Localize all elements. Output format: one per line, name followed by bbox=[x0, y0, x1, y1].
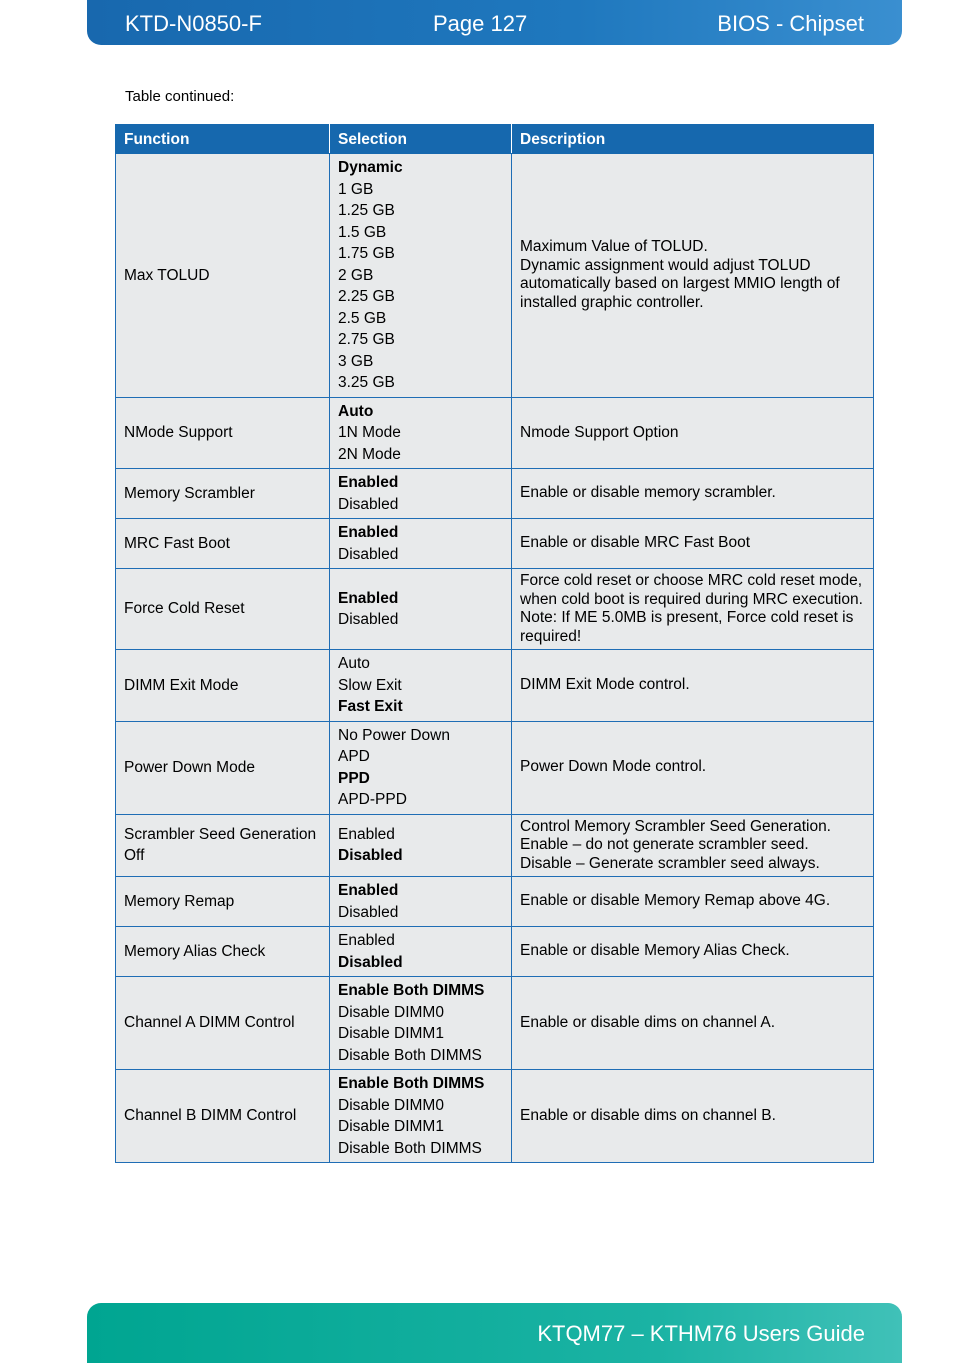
default-option: Disabled bbox=[338, 953, 403, 971]
bios-settings-table bbox=[115, 124, 874, 1163]
function-cell: Memory Alias Check bbox=[116, 927, 330, 977]
function-cell: Power Down Mode bbox=[116, 721, 330, 814]
table-row bbox=[116, 569, 874, 650]
function-cell: Force Cold Reset bbox=[116, 569, 330, 650]
option: 2.5 GB bbox=[338, 309, 387, 327]
description-line: Force cold reset or choose MRC cold reset mode, when cold boot is required during MRC execution. Note: If ME 5.0MB is present, Force cold reset is required! bbox=[520, 572, 863, 645]
function-cell: Channel A DIMM Control bbox=[116, 977, 330, 1070]
description-cell bbox=[512, 877, 874, 927]
option: Disable DIMM1 bbox=[338, 1025, 444, 1042]
selection-cell bbox=[330, 154, 512, 398]
description-line: Disable – Generate scrambler seed always. bbox=[520, 854, 820, 872]
description-line: Enable or disable Memory Remap above 4G. bbox=[520, 892, 831, 910]
function-cell: NMode Support bbox=[116, 397, 330, 469]
guide-title: KTQM77 – KTHM76 Users Guide bbox=[537, 1321, 865, 1346]
selection-cell bbox=[330, 569, 512, 650]
table-row bbox=[116, 469, 874, 519]
option: 1N Mode bbox=[338, 424, 401, 441]
selection-cell bbox=[330, 469, 512, 519]
description-cell bbox=[512, 1070, 874, 1163]
option: Enabled bbox=[338, 825, 395, 843]
table-row bbox=[116, 721, 874, 814]
option: Auto bbox=[338, 655, 370, 672]
description-line: DIMM Exit Mode control. bbox=[520, 676, 690, 693]
description-line: Enable or disable MRC Fast Boot bbox=[520, 534, 751, 552]
description-cell bbox=[512, 650, 874, 722]
description-cell bbox=[512, 927, 874, 977]
table-row bbox=[116, 650, 874, 722]
page-header bbox=[87, 0, 902, 45]
section-title: BIOS - Chipset bbox=[717, 11, 864, 36]
table-row bbox=[116, 519, 874, 569]
table-header-row bbox=[116, 125, 874, 154]
default-option: Fast Exit bbox=[338, 698, 403, 715]
function-cell: Max TOLUD bbox=[116, 154, 330, 398]
description-cell bbox=[512, 977, 874, 1070]
option: 3.25 GB bbox=[338, 374, 395, 391]
description-line: Enable or disable Memory Alias Check. bbox=[520, 942, 790, 960]
column-header-selection: Selection bbox=[330, 125, 512, 154]
description-line: Dynamic assignment would adjust TOLUD automatically based on largest MMIO length of installed graphic controller. bbox=[520, 256, 840, 311]
description-line: Control Memory Scrambler Seed Generation. bbox=[520, 817, 831, 835]
option: APD-PPD bbox=[338, 791, 407, 808]
default-option: Enabled bbox=[338, 524, 399, 541]
column-header-description: Description bbox=[512, 125, 874, 154]
description-cell bbox=[512, 721, 874, 814]
table-row bbox=[116, 877, 874, 927]
selection-cell bbox=[330, 519, 512, 569]
table-row bbox=[116, 397, 874, 469]
description-line: Enable – do not generate scrambler seed. bbox=[520, 836, 809, 853]
default-option: Disabled bbox=[338, 847, 403, 865]
description-line: Nmode Support Option bbox=[520, 423, 679, 441]
option: 2.25 GB bbox=[338, 288, 395, 305]
description-cell bbox=[512, 469, 874, 519]
default-option: Enabled bbox=[338, 882, 399, 899]
option: Disable DIMM1 bbox=[338, 1118, 444, 1135]
table-caption: Table continued: bbox=[125, 88, 235, 105]
option: Enabled bbox=[338, 932, 395, 949]
document-id: KTD-N0850-F bbox=[125, 11, 262, 36]
selection-cell bbox=[330, 721, 512, 814]
option: Disable Both DIMMS bbox=[338, 1139, 482, 1157]
selection-cell bbox=[330, 877, 512, 927]
description-line: Power Down Mode control. bbox=[520, 758, 707, 776]
option: Slow Exit bbox=[338, 676, 402, 694]
page-number: Page 127 bbox=[433, 11, 528, 36]
default-option: Enabled bbox=[338, 474, 399, 491]
function-cell: Memory Scrambler bbox=[116, 469, 330, 519]
selection-cell bbox=[330, 650, 512, 722]
table-row bbox=[116, 1070, 874, 1163]
option: Disabled bbox=[338, 903, 399, 921]
table-row bbox=[116, 814, 874, 877]
selection-cell bbox=[330, 1070, 512, 1163]
option: Disabled bbox=[338, 611, 399, 628]
table-row bbox=[116, 154, 874, 398]
default-option: Dynamic bbox=[338, 159, 403, 176]
table-body bbox=[116, 154, 874, 1163]
function-cell: DIMM Exit Mode bbox=[116, 650, 330, 722]
page-footer bbox=[87, 1303, 902, 1363]
table-row bbox=[116, 977, 874, 1070]
option: Disabled bbox=[338, 545, 399, 563]
selection-cell bbox=[330, 927, 512, 977]
table-row bbox=[116, 927, 874, 977]
option: Disable DIMM0 bbox=[338, 1003, 444, 1021]
option: APD bbox=[338, 748, 370, 765]
description-cell bbox=[512, 814, 874, 877]
function-cell: Channel B DIMM Control bbox=[116, 1070, 330, 1163]
option: Disable DIMM0 bbox=[338, 1096, 444, 1114]
default-option: Enable Both DIMMS bbox=[338, 1075, 485, 1092]
function-cell: Memory Remap bbox=[116, 877, 330, 927]
description-cell bbox=[512, 569, 874, 650]
selection-cell bbox=[330, 977, 512, 1070]
option: 1.25 GB bbox=[338, 202, 395, 219]
option: No Power Down bbox=[338, 726, 450, 744]
option: 2N Mode bbox=[338, 445, 401, 463]
default-option: Enable Both DIMMS bbox=[338, 982, 485, 999]
column-header-function: Function bbox=[116, 125, 330, 154]
description-line: Maximum Value of TOLUD. bbox=[520, 238, 708, 256]
option: 2.75 GB bbox=[338, 331, 395, 348]
option: 2 GB bbox=[338, 266, 374, 284]
option: 1.75 GB bbox=[338, 245, 395, 262]
default-option: PPD bbox=[338, 769, 370, 787]
description-cell bbox=[512, 397, 874, 469]
description-line: Enable or disable dims on channel A. bbox=[520, 1013, 776, 1031]
selection-cell bbox=[330, 814, 512, 877]
function-cell: Scrambler Seed Generation Off bbox=[116, 814, 330, 877]
option: 1.5 GB bbox=[338, 223, 387, 241]
description-cell bbox=[512, 154, 874, 398]
description-line: Enable or disable dims on channel B. bbox=[520, 1106, 776, 1124]
description-cell bbox=[512, 519, 874, 569]
option: 1 GB bbox=[338, 180, 374, 198]
function-cell: MRC Fast Boot bbox=[116, 519, 330, 569]
option: Disabled bbox=[338, 495, 399, 513]
option: Disable Both DIMMS bbox=[338, 1046, 482, 1064]
selection-cell bbox=[330, 397, 512, 469]
description-line: Enable or disable memory scrambler. bbox=[520, 484, 776, 502]
option: 3 GB bbox=[338, 352, 374, 370]
default-option: Enabled bbox=[338, 589, 399, 607]
default-option: Auto bbox=[338, 402, 374, 420]
